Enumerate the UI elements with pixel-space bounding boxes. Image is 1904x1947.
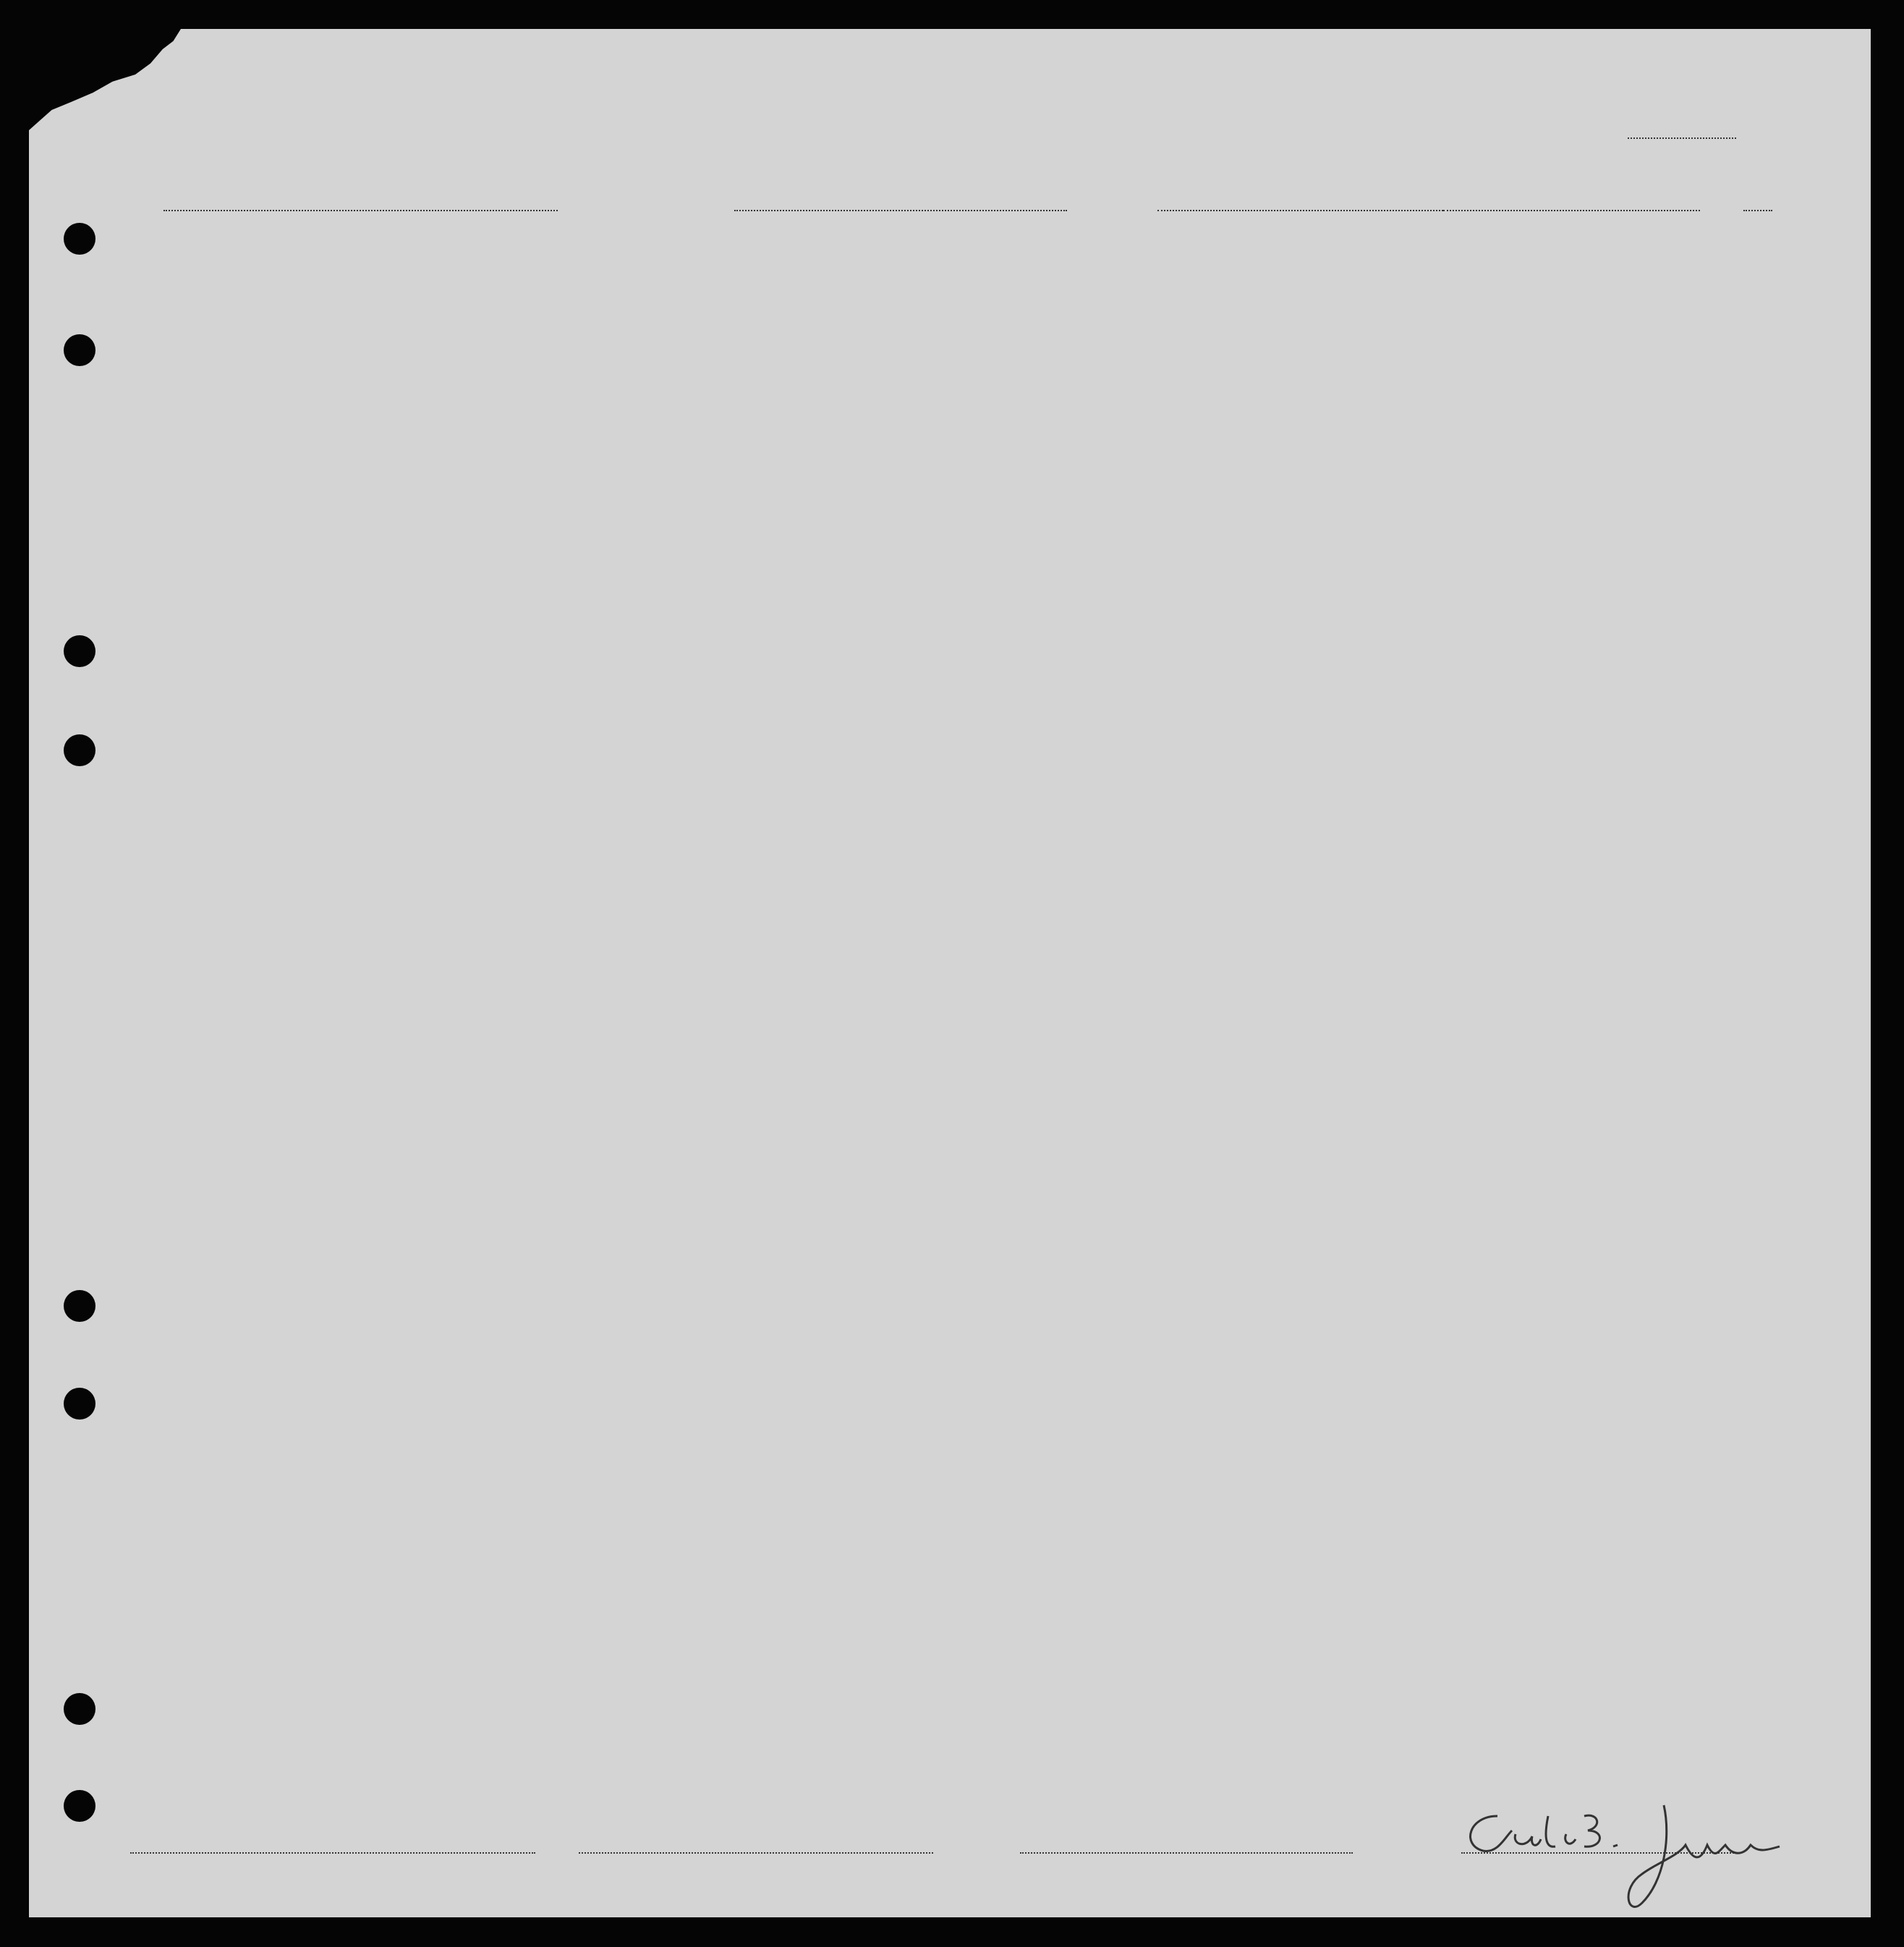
punch-hole [64, 1790, 95, 1822]
punch-hole [64, 1388, 95, 1420]
punch-hole [64, 223, 95, 255]
manifest-sheet [29, 29, 1871, 1917]
punch-hole [64, 1290, 95, 1322]
punch-hole [64, 734, 95, 766]
punch-hole [64, 635, 95, 667]
punch-hole [64, 1693, 95, 1725]
officer-signature [1447, 1794, 1787, 1910]
punch-hole [64, 334, 95, 366]
torn-corner [29, 29, 181, 130]
